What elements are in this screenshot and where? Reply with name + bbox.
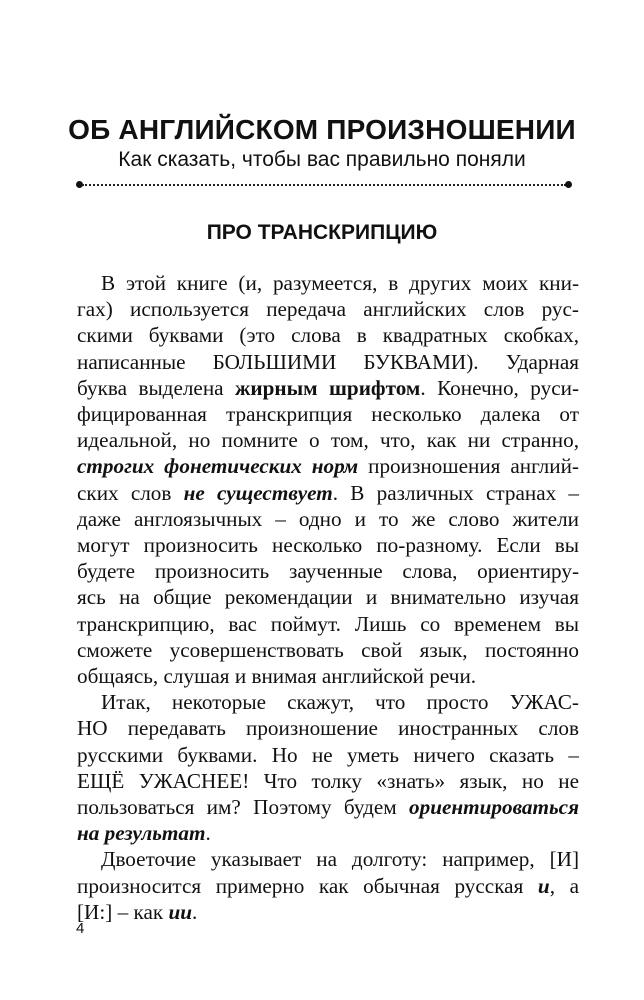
text-run: написанные БОЛЬШИМИ БУКВАМИ). Ударная <box>77 349 579 374</box>
text-run: будете произносить заученные слова, ориентиру- <box>77 559 579 584</box>
text-run: транскрипцию, вас поймут. Лишь со временем вы <box>77 611 579 636</box>
text-line <box>77 663 579 689</box>
text-line <box>77 349 579 375</box>
text-line <box>77 322 579 348</box>
text-run: произношения англий- <box>358 454 579 479</box>
text-line <box>77 794 579 820</box>
text-run: . <box>205 821 211 846</box>
text-line <box>77 480 579 506</box>
text-run: . Конечно, руси- <box>420 375 580 400</box>
text-run: В этой книге (и, разумеется, в других моих кни- <box>101 271 579 295</box>
divider-dotted-line <box>82 184 566 186</box>
bold-italic-emphasis: ии <box>168 899 193 924</box>
text-run: пользоваться им? Поэтому будем <box>77 795 409 820</box>
text-line <box>77 611 579 637</box>
text-run: скими буквами (это слова в квадратных скобках, <box>77 323 579 348</box>
text-line <box>77 820 579 846</box>
text-line <box>77 375 579 401</box>
text-line <box>77 715 579 741</box>
text-run: произносится примерно как обычная русская <box>77 873 538 898</box>
text-line <box>77 899 579 925</box>
body-text <box>77 270 579 925</box>
bold-italic-emphasis: и <box>537 873 550 898</box>
text-line <box>77 768 579 794</box>
text-line <box>77 558 579 584</box>
text-run: буква выделена <box>77 375 236 400</box>
text-line <box>77 532 579 558</box>
chapter-title: ОБ АНГЛИЙСКОМ ПРОИЗНОШЕНИИ <box>68 114 576 145</box>
text-run: ских слов <box>77 480 184 505</box>
text-line <box>77 637 579 663</box>
text-line <box>77 742 579 768</box>
text-run: Двоеточие указывает на долготу: например, [И] <box>101 847 579 872</box>
text-run: даже англоязычных – одно и то же слово жители <box>77 506 579 531</box>
text-line <box>77 401 579 427</box>
text-run: гах) используется передача английских слов рус- <box>77 297 579 322</box>
text-run: Итак, некоторые скажут, что просто УЖАС- <box>101 690 579 715</box>
text-run: идеальной, но помните о том, что, как ни странно, <box>77 428 579 453</box>
dotted-divider <box>76 181 572 189</box>
text-line <box>77 296 579 322</box>
text-line <box>77 846 579 872</box>
text-run: общаясь, слушая и внимая английской речи. <box>77 664 477 689</box>
text-line <box>77 506 579 532</box>
bold-italic-emphasis: ориентироваться <box>409 795 579 820</box>
text-run: . В различных странах – <box>332 480 579 505</box>
text-line <box>77 873 579 899</box>
text-run: [И:] – как <box>77 899 169 924</box>
text-run: ЕЩЁ УЖАСНЕЕ! Что толку «знать» язык, но не <box>77 768 579 793</box>
text-run: . <box>192 899 198 924</box>
bold-italic-emphasis: не существует <box>183 480 333 505</box>
text-line <box>77 453 579 479</box>
text-line <box>77 427 579 453</box>
chapter-subtitle: Как сказать, чтобы вас правильно поняли <box>118 148 526 171</box>
text-run: ясь на общие рекомендации и внимательно изучая <box>77 585 579 610</box>
text-line <box>77 270 579 296</box>
divider-dot-right <box>565 181 572 188</box>
section-heading: ПРО ТРАНСКРИПЦИЮ <box>206 221 438 244</box>
text-line <box>77 689 579 715</box>
text-run: русскими буквами. Но не уметь ничего сказать – <box>77 742 579 767</box>
text-run: фицированная транскрипция несколько далека от <box>77 402 579 427</box>
text-run: , а <box>549 873 579 898</box>
text-run: могут произносить несколько по-разному. Если вы <box>77 533 579 558</box>
bold-emphasis: жирным шрифтом <box>235 375 421 400</box>
bold-italic-emphasis: на результат <box>77 821 206 846</box>
text-line <box>77 584 579 610</box>
text-run: НО передавать произношение иностранных слов <box>77 716 579 741</box>
page-number: 4 <box>76 920 85 937</box>
text-run: сможете усовершенствовать свой язык, постоянно <box>77 637 579 662</box>
bold-italic-emphasis: строгих фонетических норм <box>77 454 359 479</box>
